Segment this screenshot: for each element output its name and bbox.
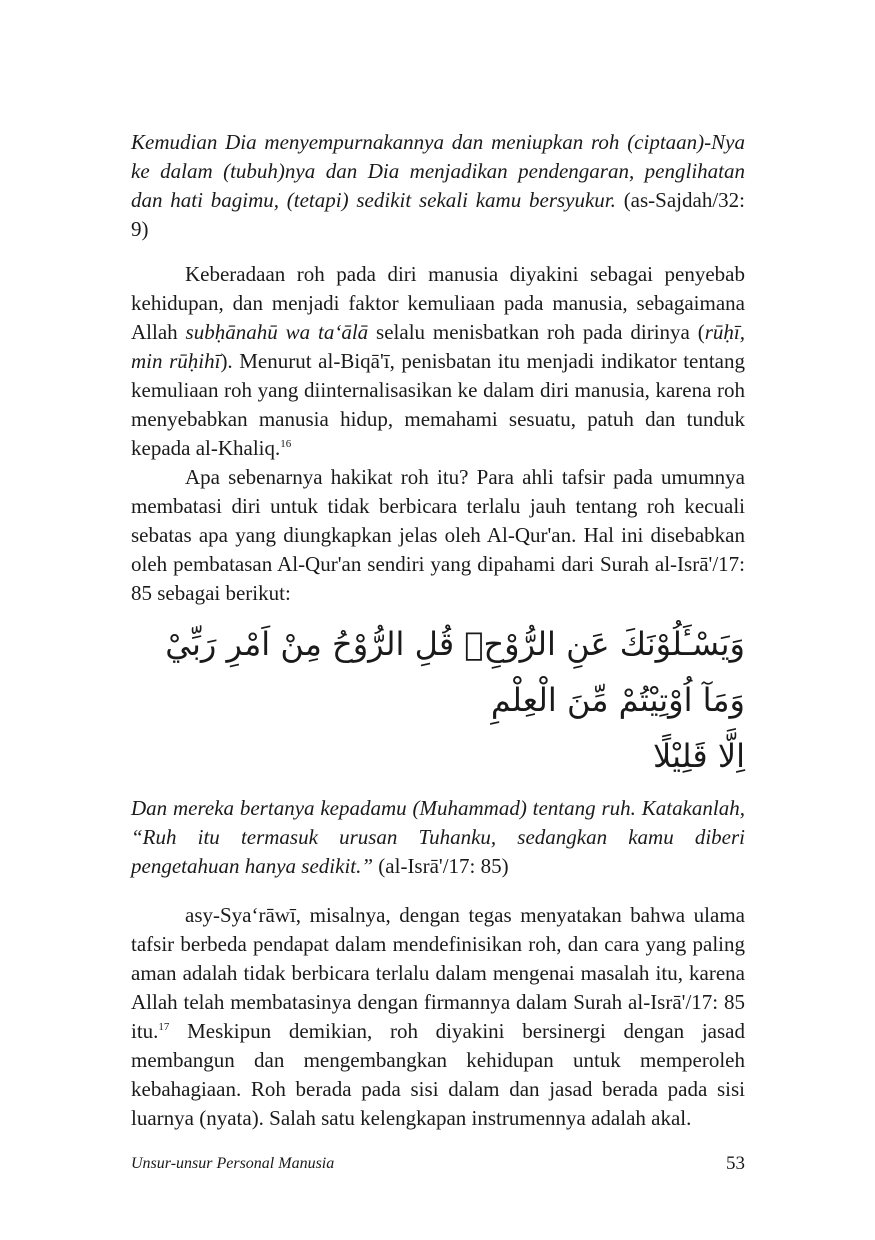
quote-text: Dan mereka bertanya kepadamu (Muhammad) tentang ruh. Katakanlah, “Ruh itu termasuk urusan Tuhanku, sedangkan kamu diberi pengetahuan hanya sedikit.” <box>131 796 745 878</box>
italic-term: subḥānahū wa ta‘ālā <box>185 320 369 344</box>
quote-reference: (al-Isrā'/17: 85) <box>373 854 509 878</box>
arabic-verse <box>131 616 745 784</box>
page-body <box>131 128 745 1133</box>
paragraph-text: Meskipun demikian, roh diyakini bersinergi dengan jasad membangun dan mengembangkan kehidupan untuk memperoleh kebahagiaan. Roh berada pada sisi dalam dan jasad berada pada sisi luarnya (nyata). Salah satu kelengkapan instrumennya adalah akal. <box>131 1019 745 1130</box>
paragraph-text: Keberadaan roh pada diri manusia diyakini sebagai penyebab kehidupan, dan menjadi faktor kemuliaan pada manusia, sebagaimana Allah <box>131 262 745 344</box>
arabic-verse-line: اِلَّا قَلِيْلًا <box>653 737 745 775</box>
quote-translation-al-isra <box>131 794 745 881</box>
running-title: Unsur-unsur Personal Manusia <box>131 1155 335 1172</box>
paragraph-text: selalu menisbatkan roh pada dirinya ( <box>368 320 705 344</box>
paragraph-1 <box>131 260 745 463</box>
page-number: 53 <box>726 1153 745 1174</box>
paragraph-3 <box>131 901 745 1133</box>
footnote-marker: 17 <box>158 1021 170 1033</box>
page-footer <box>131 1153 745 1179</box>
quote-reference: (as-Sajdah/32: 9) <box>131 188 745 241</box>
italic-term: rūḥī, min rūḥihī <box>131 320 746 373</box>
arabic-verse-line: وَيَسْـَٔلُوْنَكَ عَنِ الرُّوْحِۗ قُلِ الرُّوْحُ مِنْ اَمْرِ رَبِّيْ وَمَآ اُوْتِيْتُمْ مِّنَ الْعِلْمِ <box>165 625 745 719</box>
quote-translation-as-sajdah <box>131 128 745 244</box>
paragraph-2: Apa sebenarnya hakikat roh itu? Para ahli tafsir pada umumnya membatasi diri untuk tidak berbicara terlalu jauh tentang roh kecuali sebatas apa yang diungkapkan jelas oleh Al-Qur'an. Hal ini disebabkan oleh pembatasan Al-Qur'an sendiri yang dipahami dari Surah al-Isrā'/17: 85 sebagai berikut: <box>131 465 745 605</box>
paragraph-text: asy-Sya‘rāwī, misalnya, dengan tegas menyatakan bahwa ulama tafsir berbeda pendapat dalam mendefinisikan roh, dan cara yang paling aman adalah tidak berbicara terlalu dalam mengenai masalah itu, karena Allah telah membatasinya dengan firmannya dalam Surah al-Isrā'/17: 85 itu. <box>131 903 745 1043</box>
footnote-marker: 16 <box>280 438 292 450</box>
quote-text: Kemudian Dia menyempurnakannya dan meniupkan roh (ciptaan)-Nya ke dalam (tubuh)nya dan Dia menjadikan pendengaran, penglihatan dan hati bagimu, (tetapi) sedikit sekali kamu bersyukur. <box>131 130 745 212</box>
paragraph-text: ). Menurut al-Biqā'ī, penisbatan itu menjadi indikator tentang kemuliaan roh yang diinternalisasikan ke dalam diri manusia, karena roh menyebabkan manusia hidup, memahami sesuatu, patuh dan tunduk kepada al-Khaliq. <box>131 349 745 460</box>
